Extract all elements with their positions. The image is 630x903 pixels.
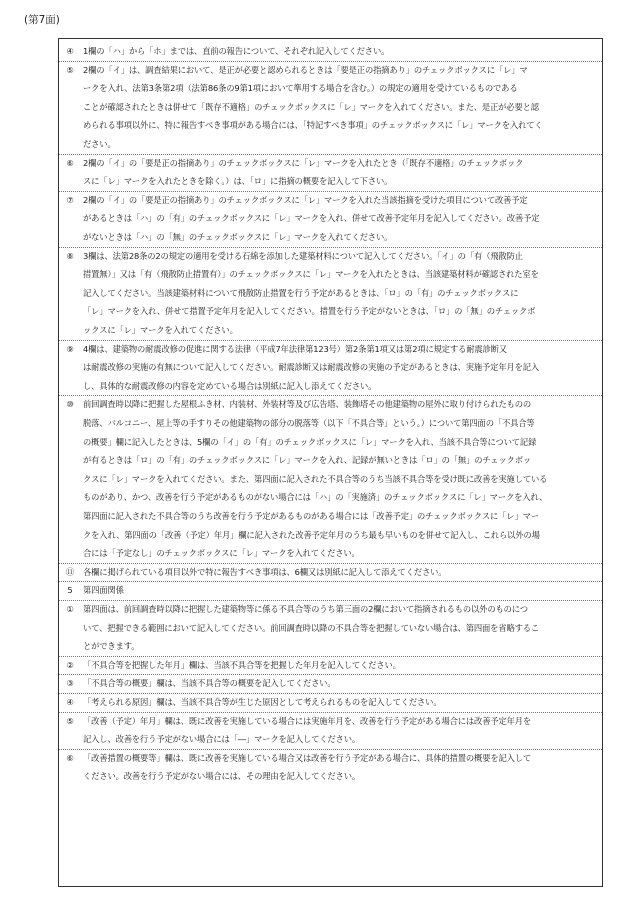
instruction-line [59, 247, 602, 266]
instruction-text: 3欄は、法第28条の2の規定の適用を受ける石綿を添加した建築材料について記入してください。「イ」の「有（飛散防止 [83, 250, 523, 261]
instruction-text: スに「レ」マークを入れたときを除く。）は、「ロ」に指摘の概要を記入して下さい。 [83, 176, 393, 187]
instruction-line [59, 135, 602, 154]
instruction-line [59, 340, 602, 359]
instruction-text: クスに「レ」マークを入れてください。また、第四面に記入された不具合等のうち当該不具合等を受け既に改善を実施している [83, 473, 548, 484]
instruction-line [59, 191, 602, 210]
instruction-text: が有るときは「ロ」の「有」のチェックボックスに「レ」マークを入れ、記録が無いときは「ロ」の「無」のチェックボッ [83, 455, 532, 466]
instruction-text: ものがあり、かつ、改善を行う予定があるものがない場合には「ハ」の「実施済」のチェックボックスに「レ」マークを入れ、 [83, 492, 548, 503]
instruction-text: し、具体的な耐震改修の内容を定めている場合は別紙に記入し添えてください。 [83, 380, 377, 391]
instruction-text: 脱落、バルコニー、屋上等の手すりその他建築物の部分の脱落等（以下「不具合等」という。）について第四面の「不具合等 [83, 418, 535, 428]
instruction-line [59, 414, 602, 433]
instruction-line [59, 507, 602, 526]
item-marker: ⑦ [66, 194, 74, 205]
item-marker: ⑥ [66, 752, 74, 763]
instruction-text: 「不具合等を把握した年月」欄は、当該不具合等を把握した年月を記入してください。 [83, 659, 401, 670]
instruction-line [59, 358, 602, 377]
instruction-line [59, 284, 602, 303]
instruction-text: とができます。 [83, 641, 140, 652]
instruction-line [59, 712, 602, 731]
instruction-line [59, 749, 602, 768]
instruction-text: クを入れ、第四面の「改善（予定）年月」欄に記入された改善予定年月のうち最も早いものを併せて記入し、これら以外の場 [83, 529, 540, 540]
instruction-text: 「考えられる原因」欄は、当該不具合等が生じた原因として考えられるものを記入してください。 [83, 697, 442, 707]
instruction-text: 第四面は、前回調査時以降に把握した建築物等に係る不具合等のうち第三面の2欄において指摘されるもの以外のものにつ [83, 604, 528, 614]
instruction-line [59, 470, 602, 489]
instruction-line [59, 377, 602, 396]
instruction-line [59, 563, 602, 582]
instruction-text: の概要」欄に記入したときは、5欄の「イ」の「有」のチェックボックスに「レ」マークを入れ、当該不具合等について記録 [83, 436, 537, 447]
instruction-line [59, 154, 602, 173]
item-marker: ④ [66, 697, 74, 707]
instruction-text: 記入し、改善を行う予定がない場合には「―」マークを記入してください。 [83, 734, 360, 745]
instruction-text: がないときは「ハ」の「無」のチェックボックスに「レ」マークを入れてください。 [83, 232, 393, 242]
instruction-text: いて、把握できる範囲において記入してください。前回調査時以降の不具合等を把握していない場合は、第四面を省略するこ [83, 622, 540, 633]
item-marker: ① [66, 604, 74, 614]
instruction-text: 「改善措置の概要等」欄は、既に改善を実施している場合又は改善を行う予定がある場合に、具体的措置の概要を記入して [83, 752, 532, 763]
instruction-line [59, 767, 602, 786]
item-marker: ⑤ [66, 715, 74, 726]
instruction-text: 「改善（予定）年月」欄は、既に改善を実施している場合には実施年月を、改善を行う予定がある場合には改善予定年月を [83, 715, 532, 726]
instruction-line [59, 433, 602, 452]
instruction-line [59, 79, 602, 98]
instruction-line [59, 265, 602, 284]
instruction-text: ックスに「レ」マークを入れてください。 [83, 325, 238, 335]
item-marker: 5 [67, 585, 73, 596]
instruction-line [59, 637, 602, 656]
instruction-line [59, 693, 602, 712]
item-marker: ⑥ [66, 157, 74, 168]
instruction-line [59, 619, 602, 638]
instruction-line [59, 656, 602, 675]
instruction-text: 2欄の「イ」の「要是正の指摘あり」のチェックボックスに「レ」マークを入れたとき（「既存不適格」のチェックボック [83, 157, 524, 168]
instruction-line [59, 321, 602, 340]
instruction-line [59, 451, 602, 470]
instruction-text: 「不具合等の概要」欄は、当該不具合等の概要を記入してください。 [83, 678, 336, 689]
page-number-label: (第7面) [24, 14, 60, 26]
instruction-text: があるときは「ハ」の「有」のチェックボックスに「レ」マークを入れ、併せて改善予定年月を記入してください。改善予定 [83, 213, 540, 224]
instruction-line [59, 544, 602, 563]
instruction-text: は耐震改修の実施の有無について記入してください。耐震診断又は耐震改修の実施の予定があるときは、実施予定年月を記入 [83, 362, 540, 373]
item-marker: ⑤ [66, 64, 74, 75]
instruction-line [59, 172, 602, 191]
instruction-text: 1欄の「ハ」から「ホ」までは、直前の報告について、それぞれ記入してください。 [83, 46, 390, 56]
instruction-line [59, 526, 602, 545]
instruction-text: 2欄の「イ」の「要是正の指摘あり」のチェックボックスに「レ」マークを入れた当該指摘を受けた項目について改善予定 [83, 194, 528, 205]
instruction-line [59, 600, 602, 619]
instruction-text: 前回調査時以降に把握した屋根ふき材、内装材、外装材等及び広告塔、装飾塔その他建築物の屋外に取り付けられたものの [83, 399, 532, 410]
item-marker: ④ [66, 46, 74, 56]
instruction-text: 4欄は、建築物の耐震改修の促進に関する法律（平成7年法律第123号）第2条第1項又は第2項に規定する耐震診断又 [83, 343, 507, 354]
item-marker: ⑩ [66, 399, 74, 410]
instructions-box [58, 38, 603, 887]
instruction-line [59, 302, 602, 321]
instruction-text: められる事項以外に、特に報告すべき事項がある場合には、「特記すべき事項」のチェックボックスに「レ」マークを入れてく [83, 120, 543, 131]
instruction-text: 各欄に掲げられている項目以外で特に報告すべき事項は、6欄又は別紙に記入して添えてください。 [83, 566, 447, 577]
instruction-text: ークを入れ、法第3条第2項（法第86条の9第1項において準用する場合を含む。）の規定の適用を受けているものである [83, 83, 518, 94]
instruction-line [59, 730, 602, 749]
instruction-text: ください。改善を行う予定がない場合には、その理由を記入してください。 [83, 771, 360, 782]
instruction-text: 第四面関係 [83, 585, 124, 596]
item-marker: ③ [66, 678, 74, 689]
instruction-line [59, 228, 602, 247]
item-marker: ⑪ [65, 566, 75, 577]
instruction-line [59, 98, 602, 117]
instruction-text: ことが確認されたときは併せて「既存不適格」のチェックボックスに「レ」マークを入れてください。また、是正が必要と認 [83, 101, 539, 112]
item-marker: ⑨ [66, 343, 74, 354]
instruction-line [59, 488, 602, 507]
instruction-text: 「レ」マークを入れ、併せて措置予定年月を記入してください。措置を行う予定がないときは、「ロ」の「無」のチェックボ [83, 306, 536, 317]
instruction-text: 2欄の「イ」は、調査結果において、是正が必要と認められるときは「要是正の指摘あり」のチェックボックスに「レ」マ [83, 64, 528, 75]
instruction-line [59, 209, 602, 228]
instruction-line [59, 395, 602, 414]
instruction-text: 第四面に記入された不具合等のうち改善を行う予定があるものがある場合には「改善予定」のチェックボックスに「レ」マー [83, 511, 539, 521]
item-marker: ⑧ [66, 250, 74, 261]
instruction-text: ださい。 [83, 139, 116, 149]
instruction-line [59, 581, 602, 600]
instruction-text: 措置無）」又は「有（飛散防止措置有）」のチェックボックスに「レ」マークを入れたときは、当該建築材料が確認された室を [83, 269, 539, 280]
instruction-text: 合には「予定なし」のチェックボックスに「レ」マークを入れてください。 [83, 548, 360, 559]
instruction-text: 記入してください。当該建築材料について飛散防止措置を行う予定があるときは、「ロ」の「有」のチェックボックスに [83, 287, 519, 298]
instruction-line [59, 116, 602, 135]
item-marker: ② [66, 659, 74, 670]
instruction-line [59, 42, 602, 61]
instruction-line [59, 61, 602, 80]
instruction-line [59, 674, 602, 693]
